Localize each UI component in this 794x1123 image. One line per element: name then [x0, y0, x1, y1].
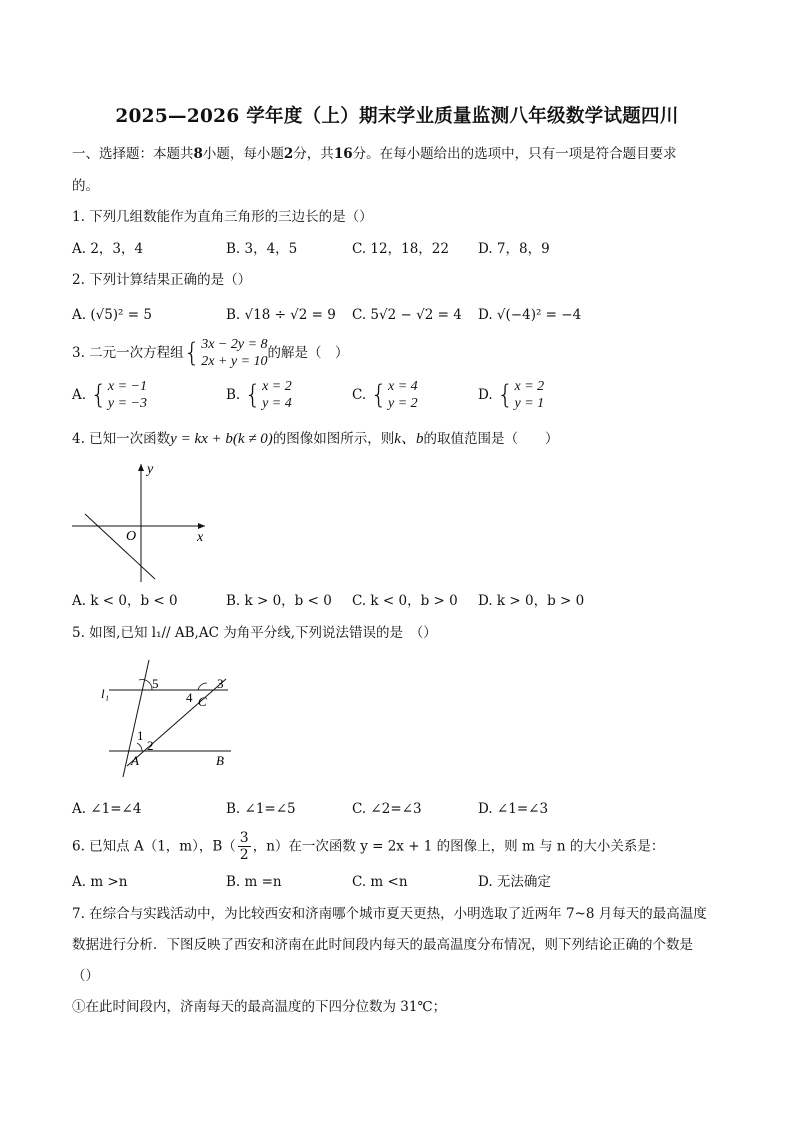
- q3-option-b[interactable]: [226, 378, 292, 412]
- label-1: 1: [137, 728, 144, 743]
- points-each: 2: [283, 146, 294, 162]
- angle-2-arc: [137, 743, 142, 751]
- option-label: D.: [478, 387, 493, 403]
- label-b: B: [216, 753, 224, 768]
- q2-option-b[interactable]: B. √18 ÷ √2 = 9: [226, 307, 336, 323]
- y-axis-label: y: [147, 462, 154, 477]
- brace-symbol: {: [496, 380, 514, 410]
- equation-2: 2x + y = 10: [201, 354, 268, 369]
- q5-option-a[interactable]: A. ∠1=∠4: [72, 801, 142, 817]
- option-label: B.: [226, 387, 241, 403]
- brace-symbol: {: [90, 380, 107, 410]
- q3-stem-prefix: 3. 二元一次方程组: [72, 345, 184, 361]
- solution-x: x = 2: [514, 379, 545, 394]
- variables: k、b: [394, 431, 424, 447]
- option-label: C.: [352, 387, 367, 403]
- solution-y: y = −3: [107, 396, 147, 411]
- q2-option-a[interactable]: A. (√5)² = 5: [72, 307, 152, 323]
- q4-option-a[interactable]: A. k < 0，b < 0: [72, 593, 178, 609]
- fraction: [238, 830, 251, 863]
- question-4-stem: [72, 430, 558, 448]
- q6-option-b[interactable]: B. m =n: [226, 874, 282, 890]
- solution-y: y = 4: [262, 396, 292, 411]
- question-count: 8: [193, 146, 203, 162]
- solution-x: x = 2: [262, 379, 292, 394]
- q3-stem-suffix: 的解是（ ）: [267, 345, 349, 361]
- solution-pair: [108, 378, 147, 412]
- section-heading-line2: 的。: [72, 178, 99, 194]
- q5-option-b[interactable]: B. ∠1=∠5: [226, 801, 296, 817]
- question-7-line3: （）: [72, 968, 99, 984]
- q5-geometry-figure: [96, 655, 246, 780]
- q2-option-c[interactable]: C. 5√2 − √2 = 4: [352, 307, 462, 323]
- q1-option-a[interactable]: A. 2，3，4: [72, 241, 144, 257]
- q2-option-d[interactable]: D. √(−4)² = −4: [478, 307, 582, 323]
- fraction-denominator: 2: [239, 847, 249, 863]
- section-heading-text: 分，共: [293, 146, 334, 162]
- label-l1: l₁: [101, 686, 110, 701]
- angle-5-arc: [139, 680, 152, 690]
- question-1-stem: 1. 下列几组数能作为直角三角形的三边长的是（）: [72, 209, 373, 225]
- page-title: 2025—2026 学年度（上）期末学业质量监测八年级数学试题四川: [115, 106, 679, 127]
- q6-option-c[interactable]: C. m <n: [352, 874, 408, 890]
- brace-symbol: {: [244, 380, 262, 410]
- q6-option-d[interactable]: D. 无法确定: [478, 874, 551, 890]
- solution-pair: [388, 378, 418, 412]
- solution-x: x = 4: [387, 379, 418, 394]
- origin-label: O: [126, 529, 137, 544]
- q4-option-b[interactable]: B. k > 0，b < 0: [226, 593, 332, 609]
- label-2: 2: [147, 738, 154, 753]
- label-c: C: [198, 694, 207, 709]
- solution-y: y = 1: [514, 396, 545, 411]
- q3-option-d[interactable]: [478, 378, 544, 412]
- question-7-line2: 数据进行分析．下图反映了西安和济南在此时间段内每天的最高温度分布情况，则下列结论正确的个数是: [72, 937, 693, 953]
- question-6-stem: [72, 830, 664, 863]
- solution-y: y = 2: [387, 396, 418, 411]
- angle-4-arc: [198, 683, 207, 690]
- function-expression: y = kx + b(k ≠ 0): [170, 431, 273, 447]
- x-axis-label: x: [197, 530, 204, 545]
- label-a: A: [131, 753, 139, 768]
- equation-system: [201, 336, 267, 370]
- q4-stem-mid: 的图像如图所示，则: [272, 431, 395, 447]
- question-2-stem: 2. 下列计算结果正确的是（）: [72, 272, 252, 288]
- q5-option-c[interactable]: C. ∠2=∠3: [352, 801, 422, 817]
- brace-symbol: {: [370, 380, 387, 410]
- q5-option-d[interactable]: D. ∠1=∠3: [478, 801, 549, 817]
- option-label: A.: [72, 387, 87, 403]
- q6-option-a[interactable]: A. m >n: [72, 874, 128, 890]
- section-heading: [72, 145, 677, 163]
- q4-option-c[interactable]: C. k < 0，b > 0: [352, 593, 458, 609]
- q6-stem-prefix: 6. 已知点 A（1，m），B（: [72, 838, 236, 855]
- brace-symbol: {: [183, 338, 201, 368]
- q1-option-d[interactable]: D. 7，8，9: [478, 241, 550, 257]
- function-line: [85, 514, 155, 579]
- section-heading-text: 分。在每小题给出的选项中，只有一项是符合题目要求: [352, 146, 677, 162]
- question-3-stem: [72, 336, 349, 370]
- total-points: 16: [333, 146, 353, 162]
- q6-stem-suffix: ，n）在一次函数 y = 2x + 1 的图像上，则 m 与 n 的大小关系是：: [252, 838, 665, 855]
- q3-option-a[interactable]: [72, 378, 147, 412]
- label-5: 5: [152, 676, 159, 691]
- q4-option-d[interactable]: D. k > 0，b > 0: [478, 593, 585, 609]
- solution-x: x = −1: [107, 379, 147, 394]
- solution-pair: [514, 378, 544, 412]
- section-heading-text: 小题，每小题: [202, 146, 284, 162]
- q1-option-b[interactable]: B. 3，4，5: [226, 241, 298, 257]
- label-3: 3: [217, 676, 224, 691]
- fraction-numerator: 3: [239, 830, 249, 846]
- question-7-line1: 7. 在综合与实践活动中，为比较西安和济南哪个城市夏天更热，小明选取了近两年 7~8 月每天的最高温度: [72, 906, 707, 922]
- q4-stem-suffix: 的取值范围是（ ）: [423, 431, 559, 447]
- solution-pair: [262, 378, 292, 412]
- question-5-stem: 5. 如图,已知 l₁// AB,AC 为角平分线,下列说法错误的是 （）: [72, 625, 437, 641]
- q3-option-c[interactable]: [352, 378, 418, 412]
- q1-option-c[interactable]: C. 12，18，22: [352, 241, 449, 257]
- equation-1: 3x − 2y = 8: [201, 337, 268, 352]
- label-4: 4: [186, 690, 193, 705]
- section-heading-prefix: 一、选择题：本题共: [72, 146, 194, 162]
- question-7-statement-1: ①在此时间段内，济南每天的最高温度的下四分位数为 31℃；: [72, 999, 447, 1015]
- q4-stem-prefix: 4. 已知一次函数: [72, 431, 171, 447]
- q4-linear-graph: [66, 460, 216, 585]
